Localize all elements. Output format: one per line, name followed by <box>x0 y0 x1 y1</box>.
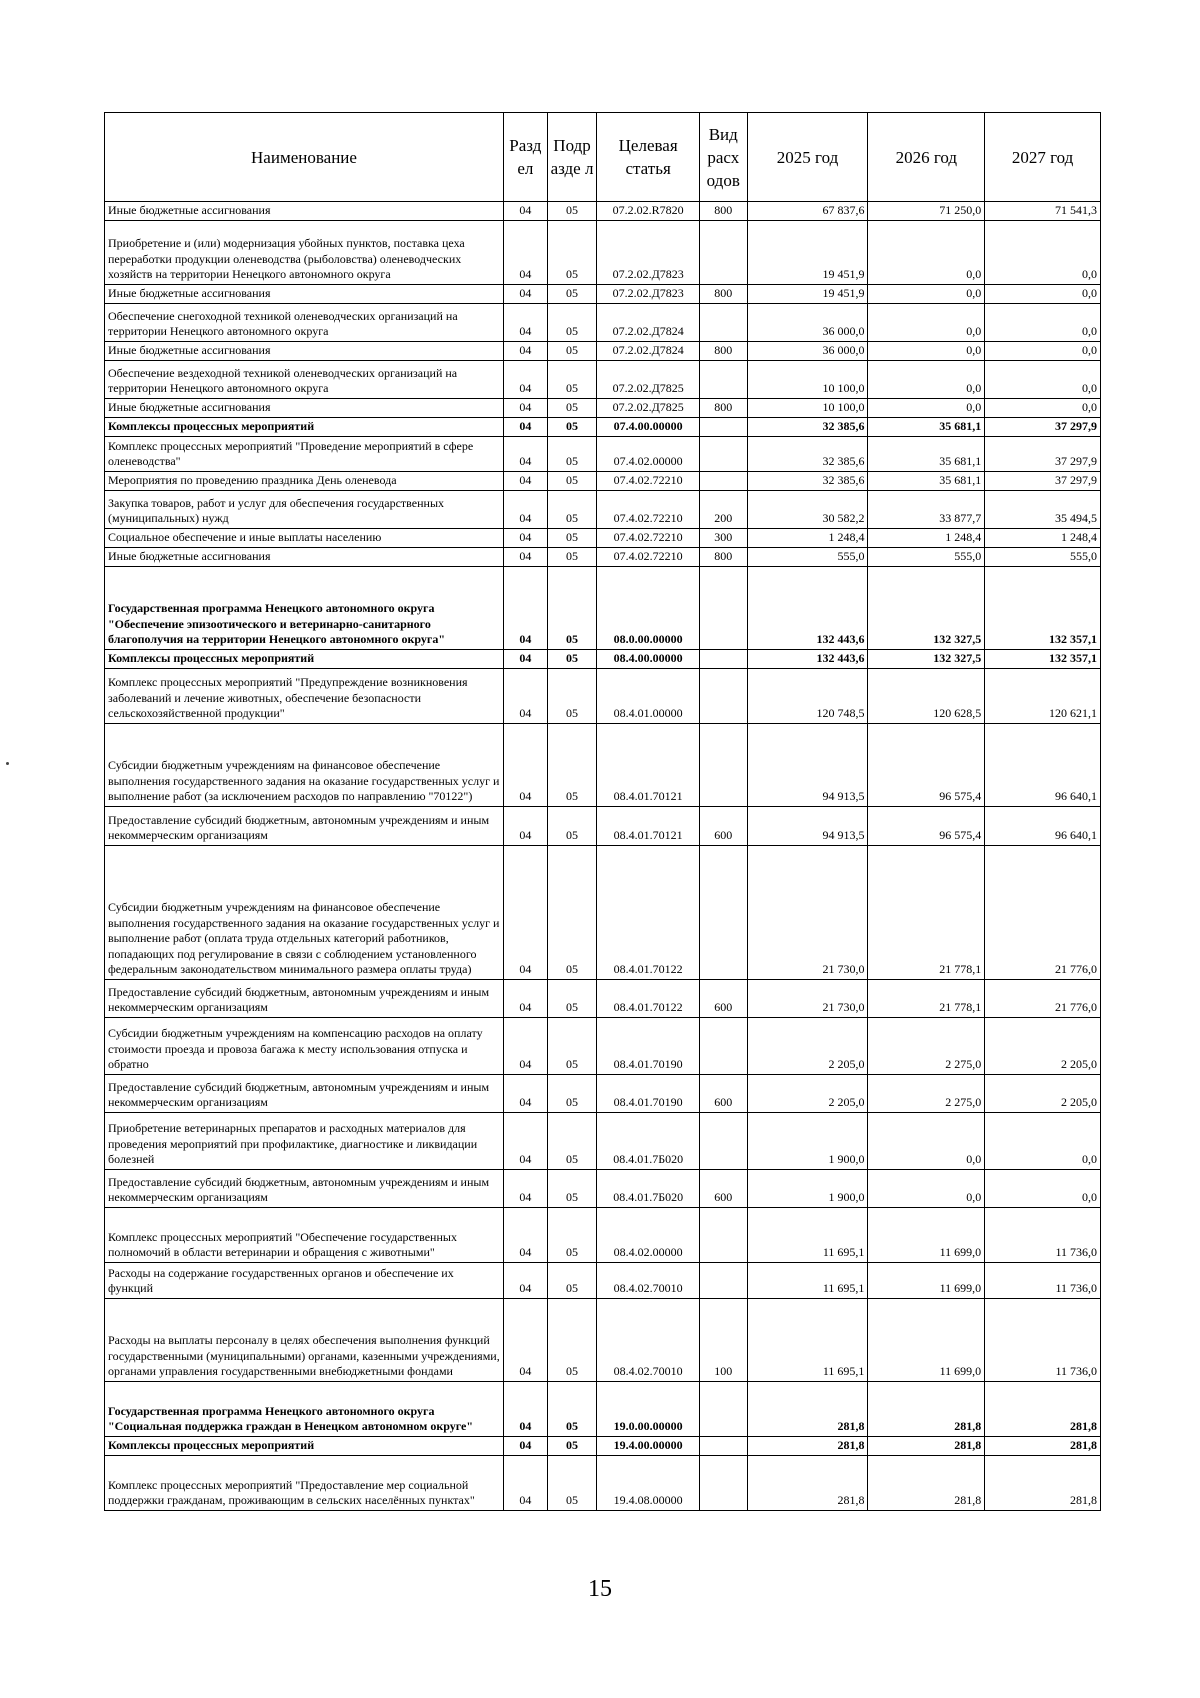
cell-year-2026: 0,0 <box>868 361 985 399</box>
table-row <box>105 491 1101 529</box>
cell-year-2025: 94 913,5 <box>747 724 868 807</box>
cell-subsection: 05 <box>547 202 597 221</box>
table-row <box>105 285 1101 304</box>
table-row <box>105 846 1101 980</box>
cell-subsection: 05 <box>547 669 597 724</box>
cell-year-2025: 2 205,0 <box>747 1018 868 1075</box>
table-row <box>105 529 1101 548</box>
cell-year-2027: 2 205,0 <box>985 1018 1101 1075</box>
table-row <box>105 1382 1101 1437</box>
cell-year-2027: 0,0 <box>985 399 1101 418</box>
table-row <box>105 567 1101 650</box>
cell-subsection: 05 <box>547 846 597 980</box>
cell-section: 04 <box>504 846 548 980</box>
cell-target-article: 07.4.02.72210 <box>597 491 700 529</box>
cell-section: 04 <box>504 491 548 529</box>
cell-name: Комплексы процессных мероприятий <box>105 1437 504 1456</box>
cell-year-2027: 37 297,9 <box>985 418 1101 437</box>
cell-subsection: 05 <box>547 567 597 650</box>
cell-expense-type <box>699 418 747 437</box>
cell-target-article: 07.4.00.00000 <box>597 418 700 437</box>
cell-target-article: 07.2.02.Д7825 <box>597 399 700 418</box>
cell-year-2027: 11 736,0 <box>985 1299 1101 1382</box>
cell-year-2026: 21 778,1 <box>868 846 985 980</box>
cell-target-article: 08.4.01.70121 <box>597 807 700 846</box>
header-section: Разд ел <box>504 113 548 202</box>
cell-expense-type <box>699 1382 747 1437</box>
cell-name: Субсидии бюджетным учреждениям на финансовое обеспечение выполнения государственного задания на оказание государственных услуг и выполнение работ (оплата труда отдельных категорий работников, попадающих под регулирование в связи с соблюдением установленного федеральным законодательством минимального размера оплаты труда) <box>105 846 504 980</box>
cell-year-2026: 281,8 <box>868 1437 985 1456</box>
cell-year-2025: 94 913,5 <box>747 807 868 846</box>
cell-subsection: 05 <box>547 807 597 846</box>
cell-target-article: 07.2.02.Д7823 <box>597 285 700 304</box>
table-row <box>105 1299 1101 1382</box>
cell-target-article: 08.4.01.00000 <box>597 669 700 724</box>
cell-target-article: 08.4.01.7Б020 <box>597 1113 700 1170</box>
cell-subsection: 05 <box>547 399 597 418</box>
cell-section: 04 <box>504 807 548 846</box>
table-row <box>105 304 1101 342</box>
cell-expense-type <box>699 1263 747 1299</box>
cell-expense-type: 800 <box>699 342 747 361</box>
cell-section: 04 <box>504 221 548 285</box>
cell-section: 04 <box>504 669 548 724</box>
cell-section: 04 <box>504 472 548 491</box>
cell-expense-type <box>699 669 747 724</box>
cell-name: Мероприятия по проведению праздника День оленевода <box>105 472 504 491</box>
cell-expense-type: 600 <box>699 807 747 846</box>
cell-section: 04 <box>504 980 548 1018</box>
cell-name: Обеспечение снегоходной техникой оленеводческих организаций на территории Ненецкого автономного округа <box>105 304 504 342</box>
cell-year-2027: 2 205,0 <box>985 1075 1101 1113</box>
cell-year-2026: 2 275,0 <box>868 1018 985 1075</box>
cell-year-2026: 96 575,4 <box>868 724 985 807</box>
table-row <box>105 1018 1101 1075</box>
cell-target-article: 08.4.01.70121 <box>597 724 700 807</box>
cell-name: Социальное обеспечение и иные выплаты населению <box>105 529 504 548</box>
cell-year-2027: 555,0 <box>985 548 1101 567</box>
cell-year-2026: 0,0 <box>868 1170 985 1208</box>
cell-target-article: 07.2.02.Д7824 <box>597 342 700 361</box>
table-body <box>105 202 1101 1511</box>
table-row <box>105 669 1101 724</box>
cell-target-article: 19.4.08.00000 <box>597 1456 700 1511</box>
cell-subsection: 05 <box>547 342 597 361</box>
cell-year-2026: 132 327,5 <box>868 567 985 650</box>
header-subsection: Подр азде л <box>547 113 597 202</box>
cell-year-2025: 1 248,4 <box>747 529 868 548</box>
cell-expense-type <box>699 472 747 491</box>
cell-section: 04 <box>504 1018 548 1075</box>
cell-year-2027: 71 541,3 <box>985 202 1101 221</box>
table-row <box>105 1113 1101 1170</box>
table-row <box>105 361 1101 399</box>
cell-name: Государственная программа Ненецкого автономного округа "Обеспечение эпизоотического и ветеринарно-санитарного благополучия на территории Ненецкого автономного округа" <box>105 567 504 650</box>
cell-expense-type: 600 <box>699 1075 747 1113</box>
cell-expense-type <box>699 1113 747 1170</box>
cell-expense-type: 600 <box>699 980 747 1018</box>
cell-year-2027: 37 297,9 <box>985 472 1101 491</box>
cell-year-2025: 21 730,0 <box>747 846 868 980</box>
cell-year-2025: 11 695,1 <box>747 1208 868 1263</box>
cell-subsection: 05 <box>547 418 597 437</box>
cell-year-2026: 2 275,0 <box>868 1075 985 1113</box>
cell-name: Предоставление субсидий бюджетным, автономным учреждениям и иным некоммерческим организациям <box>105 1170 504 1208</box>
table-row <box>105 1456 1101 1511</box>
cell-section: 04 <box>504 1208 548 1263</box>
cell-name: Предоставление субсидий бюджетным, автономным учреждениям и иным некоммерческим организациям <box>105 807 504 846</box>
cell-name: Комплексы процессных мероприятий <box>105 650 504 669</box>
header-year-2027: 2027 год <box>985 113 1101 202</box>
cell-subsection: 05 <box>547 548 597 567</box>
cell-year-2025: 120 748,5 <box>747 669 868 724</box>
cell-year-2025: 32 385,6 <box>747 418 868 437</box>
cell-target-article: 08.4.02.70010 <box>597 1263 700 1299</box>
cell-year-2026: 35 681,1 <box>868 418 985 437</box>
cell-name: Закупка товаров, работ и услуг для обеспечения государственных (муниципальных) нужд <box>105 491 504 529</box>
cell-year-2025: 30 582,2 <box>747 491 868 529</box>
header-name: Наименование <box>105 113 504 202</box>
cell-section: 04 <box>504 1263 548 1299</box>
cell-name: Приобретение ветеринарных препаратов и расходных материалов для проведения мероприятий при профилактике, диагностике и ликвидации болезней <box>105 1113 504 1170</box>
cell-target-article: 07.4.02.00000 <box>597 437 700 472</box>
cell-section: 04 <box>504 1075 548 1113</box>
cell-year-2027: 281,8 <box>985 1437 1101 1456</box>
cell-year-2027: 132 357,1 <box>985 650 1101 669</box>
table-row <box>105 1208 1101 1263</box>
cell-year-2025: 32 385,6 <box>747 472 868 491</box>
cell-name: Субсидии бюджетным учреждениям на компенсацию расходов на оплату стоимости проезда и провоза багажа к месту использования отпуска и обратно <box>105 1018 504 1075</box>
table-row <box>105 650 1101 669</box>
cell-section: 04 <box>504 1170 548 1208</box>
cell-subsection: 05 <box>547 724 597 807</box>
cell-year-2026: 281,8 <box>868 1456 985 1511</box>
cell-target-article: 07.4.02.72210 <box>597 529 700 548</box>
cell-year-2025: 1 900,0 <box>747 1170 868 1208</box>
cell-year-2027: 132 357,1 <box>985 567 1101 650</box>
cell-year-2026: 71 250,0 <box>868 202 985 221</box>
table-row <box>105 342 1101 361</box>
cell-year-2025: 21 730,0 <box>747 980 868 1018</box>
cell-target-article: 08.4.01.70122 <box>597 846 700 980</box>
cell-year-2026: 0,0 <box>868 304 985 342</box>
cell-year-2025: 2 205,0 <box>747 1075 868 1113</box>
cell-year-2027: 0,0 <box>985 361 1101 399</box>
cell-name: Комплекс процессных мероприятий "Обеспечение государственных полномочий в области ветеринарии и обращения с животными" <box>105 1208 504 1263</box>
table-row <box>105 1075 1101 1113</box>
cell-name: Комплексы процессных мероприятий <box>105 418 504 437</box>
cell-subsection: 05 <box>547 1456 597 1511</box>
cell-year-2026: 35 681,1 <box>868 472 985 491</box>
cell-name: Иные бюджетные ассигнования <box>105 202 504 221</box>
cell-name: Обеспечение вездеходной техникой оленеводческих организаций на территории Ненецкого автономного округа <box>105 361 504 399</box>
cell-section: 04 <box>504 361 548 399</box>
header-target-article: Целевая статья <box>597 113 700 202</box>
cell-section: 04 <box>504 1382 548 1437</box>
header-expense-type: Вид расх одов <box>699 113 747 202</box>
scan-speck <box>6 762 9 765</box>
cell-year-2026: 1 248,4 <box>868 529 985 548</box>
cell-name: Комплекс процессных мероприятий "Предупреждение возникновения заболеваний и лечение животных, обеспечение безопасности сельскохозяйственной продукции" <box>105 669 504 724</box>
cell-year-2027: 11 736,0 <box>985 1208 1101 1263</box>
cell-target-article: 08.4.00.00000 <box>597 650 700 669</box>
cell-name: Иные бюджетные ассигнования <box>105 548 504 567</box>
cell-year-2026: 96 575,4 <box>868 807 985 846</box>
cell-year-2026: 0,0 <box>868 1113 985 1170</box>
cell-year-2026: 33 877,7 <box>868 491 985 529</box>
cell-year-2026: 132 327,5 <box>868 650 985 669</box>
cell-subsection: 05 <box>547 304 597 342</box>
cell-year-2026: 555,0 <box>868 548 985 567</box>
cell-year-2025: 36 000,0 <box>747 342 868 361</box>
cell-target-article: 08.4.01.70190 <box>597 1075 700 1113</box>
cell-section: 04 <box>504 650 548 669</box>
cell-target-article: 07.2.02.R7820 <box>597 202 700 221</box>
cell-section: 04 <box>504 418 548 437</box>
cell-expense-type: 800 <box>699 202 747 221</box>
cell-expense-type <box>699 846 747 980</box>
cell-section: 04 <box>504 567 548 650</box>
cell-year-2025: 11 695,1 <box>747 1263 868 1299</box>
cell-section: 04 <box>504 437 548 472</box>
cell-subsection: 05 <box>547 472 597 491</box>
cell-year-2027: 35 494,5 <box>985 491 1101 529</box>
cell-year-2026: 11 699,0 <box>868 1263 985 1299</box>
cell-subsection: 05 <box>547 1208 597 1263</box>
cell-year-2025: 281,8 <box>747 1437 868 1456</box>
cell-name: Иные бюджетные ассигнования <box>105 342 504 361</box>
budget-table <box>104 112 1101 1511</box>
cell-year-2026: 11 699,0 <box>868 1299 985 1382</box>
cell-year-2027: 37 297,9 <box>985 437 1101 472</box>
cell-year-2025: 132 443,6 <box>747 650 868 669</box>
cell-name: Иные бюджетные ассигнования <box>105 399 504 418</box>
cell-year-2027: 21 776,0 <box>985 846 1101 980</box>
cell-year-2027: 96 640,1 <box>985 724 1101 807</box>
cell-target-article: 07.4.02.72210 <box>597 472 700 491</box>
cell-section: 04 <box>504 1437 548 1456</box>
cell-year-2026: 120 628,5 <box>868 669 985 724</box>
cell-subsection: 05 <box>547 361 597 399</box>
cell-year-2025: 19 451,9 <box>747 285 868 304</box>
cell-expense-type <box>699 221 747 285</box>
cell-section: 04 <box>504 724 548 807</box>
table-row <box>105 221 1101 285</box>
table-row <box>105 548 1101 567</box>
cell-expense-type: 100 <box>699 1299 747 1382</box>
cell-section: 04 <box>504 399 548 418</box>
table-row <box>105 1170 1101 1208</box>
cell-year-2026: 0,0 <box>868 342 985 361</box>
cell-year-2027: 0,0 <box>985 285 1101 304</box>
table-row <box>105 1437 1101 1456</box>
cell-year-2027: 21 776,0 <box>985 980 1101 1018</box>
cell-name: Комплекс процессных мероприятий "Проведение мероприятий в сфере оленеводства" <box>105 437 504 472</box>
cell-year-2026: 0,0 <box>868 285 985 304</box>
cell-section: 04 <box>504 202 548 221</box>
table-row <box>105 807 1101 846</box>
cell-expense-type: 800 <box>699 548 747 567</box>
cell-year-2025: 32 385,6 <box>747 437 868 472</box>
table-row <box>105 418 1101 437</box>
cell-section: 04 <box>504 529 548 548</box>
cell-year-2026: 11 699,0 <box>868 1208 985 1263</box>
cell-target-article: 08.4.01.70190 <box>597 1018 700 1075</box>
cell-expense-type: 300 <box>699 529 747 548</box>
cell-year-2027: 0,0 <box>985 304 1101 342</box>
table-row <box>105 980 1101 1018</box>
cell-year-2027: 1 248,4 <box>985 529 1101 548</box>
cell-year-2026: 281,8 <box>868 1382 985 1437</box>
table-row <box>105 399 1101 418</box>
cell-section: 04 <box>504 1456 548 1511</box>
cell-year-2025: 36 000,0 <box>747 304 868 342</box>
cell-expense-type <box>699 361 747 399</box>
cell-subsection: 05 <box>547 980 597 1018</box>
cell-year-2025: 132 443,6 <box>747 567 868 650</box>
cell-subsection: 05 <box>547 285 597 304</box>
page-number: 15 <box>588 1576 612 1602</box>
cell-name: Субсидии бюджетным учреждениям на финансовое обеспечение выполнения государственного задания на оказание государственных услуг и выполнение работ (за исключением расходов по направлению "70122") <box>105 724 504 807</box>
table-header-row <box>105 113 1101 202</box>
cell-name: Комплекс процессных мероприятий "Предоставление мер социальной поддержки гражданам, проживающим в сельских населённых пунктах" <box>105 1456 504 1511</box>
cell-target-article: 08.4.02.70010 <box>597 1299 700 1382</box>
cell-name: Государственная программа Ненецкого автономного округа "Социальная поддержка граждан в Ненецком автономном округе" <box>105 1382 504 1437</box>
table-row <box>105 472 1101 491</box>
cell-year-2025: 11 695,1 <box>747 1299 868 1382</box>
cell-subsection: 05 <box>547 1113 597 1170</box>
cell-target-article: 08.4.02.00000 <box>597 1208 700 1263</box>
cell-subsection: 05 <box>547 221 597 285</box>
table-row <box>105 1263 1101 1299</box>
cell-year-2026: 21 778,1 <box>868 980 985 1018</box>
cell-year-2025: 19 451,9 <box>747 221 868 285</box>
cell-year-2025: 281,8 <box>747 1382 868 1437</box>
cell-expense-type: 200 <box>699 491 747 529</box>
table-row <box>105 437 1101 472</box>
table-row <box>105 202 1101 221</box>
cell-year-2027: 281,8 <box>985 1382 1101 1437</box>
header-year-2025: 2025 год <box>747 113 868 202</box>
cell-year-2027: 0,0 <box>985 1113 1101 1170</box>
cell-year-2025: 555,0 <box>747 548 868 567</box>
cell-year-2027: 96 640,1 <box>985 807 1101 846</box>
cell-year-2026: 35 681,1 <box>868 437 985 472</box>
cell-target-article: 07.2.02.Д7823 <box>597 221 700 285</box>
cell-section: 04 <box>504 1113 548 1170</box>
cell-year-2026: 0,0 <box>868 221 985 285</box>
cell-target-article: 07.2.02.Д7825 <box>597 361 700 399</box>
cell-year-2027: 120 621,1 <box>985 669 1101 724</box>
cell-subsection: 05 <box>547 529 597 548</box>
cell-name: Предоставление субсидий бюджетным, автономным учреждениям и иным некоммерческим организациям <box>105 1075 504 1113</box>
cell-subsection: 05 <box>547 491 597 529</box>
cell-expense-type: 800 <box>699 399 747 418</box>
cell-year-2027: 0,0 <box>985 342 1101 361</box>
cell-name: Расходы на содержание государственных органов и обеспечение их функций <box>105 1263 504 1299</box>
cell-subsection: 05 <box>547 1018 597 1075</box>
table-row <box>105 724 1101 807</box>
cell-target-article: 19.4.00.00000 <box>597 1437 700 1456</box>
cell-expense-type: 600 <box>699 1170 747 1208</box>
cell-year-2025: 10 100,0 <box>747 361 868 399</box>
cell-subsection: 05 <box>547 1382 597 1437</box>
cell-section: 04 <box>504 1299 548 1382</box>
cell-subsection: 05 <box>547 1170 597 1208</box>
cell-target-article: 08.4.01.70122 <box>597 980 700 1018</box>
cell-year-2026: 0,0 <box>868 399 985 418</box>
cell-expense-type <box>699 1018 747 1075</box>
cell-target-article: 07.4.02.72210 <box>597 548 700 567</box>
cell-expense-type <box>699 1437 747 1456</box>
cell-section: 04 <box>504 304 548 342</box>
cell-year-2025: 1 900,0 <box>747 1113 868 1170</box>
cell-expense-type: 800 <box>699 285 747 304</box>
cell-year-2027: 0,0 <box>985 1170 1101 1208</box>
cell-expense-type <box>699 1456 747 1511</box>
cell-year-2027: 281,8 <box>985 1456 1101 1511</box>
cell-name: Иные бюджетные ассигнования <box>105 285 504 304</box>
cell-expense-type <box>699 567 747 650</box>
cell-expense-type <box>699 724 747 807</box>
cell-subsection: 05 <box>547 437 597 472</box>
cell-target-article: 19.0.00.00000 <box>597 1382 700 1437</box>
cell-section: 04 <box>504 285 548 304</box>
cell-name: Предоставление субсидий бюджетным, автономным учреждениям и иным некоммерческим организациям <box>105 980 504 1018</box>
cell-subsection: 05 <box>547 1263 597 1299</box>
cell-year-2027: 11 736,0 <box>985 1263 1101 1299</box>
cell-year-2025: 10 100,0 <box>747 399 868 418</box>
cell-target-article: 08.4.01.7Б020 <box>597 1170 700 1208</box>
cell-name: Приобретение и (или) модернизация убойных пунктов, поставка цеха переработки продукции оленеводства (рыболовства) оленеводческих хозяйств на территории Ненецкого автономного округа <box>105 221 504 285</box>
cell-expense-type <box>699 1208 747 1263</box>
cell-expense-type <box>699 437 747 472</box>
cell-subsection: 05 <box>547 650 597 669</box>
cell-year-2025: 67 837,6 <box>747 202 868 221</box>
cell-year-2027: 0,0 <box>985 221 1101 285</box>
cell-expense-type <box>699 650 747 669</box>
cell-section: 04 <box>504 548 548 567</box>
cell-year-2025: 281,8 <box>747 1456 868 1511</box>
cell-target-article: 07.2.02.Д7824 <box>597 304 700 342</box>
cell-name: Расходы на выплаты персоналу в целях обеспечения выполнения функций государственными (муниципальными) органами, казенными учреждениями, органами управления государственными внебюджетными фондами <box>105 1299 504 1382</box>
cell-subsection: 05 <box>547 1075 597 1113</box>
cell-subsection: 05 <box>547 1299 597 1382</box>
cell-expense-type <box>699 304 747 342</box>
cell-section: 04 <box>504 342 548 361</box>
cell-target-article: 08.0.00.00000 <box>597 567 700 650</box>
cell-subsection: 05 <box>547 1437 597 1456</box>
header-year-2026: 2026 год <box>868 113 985 202</box>
